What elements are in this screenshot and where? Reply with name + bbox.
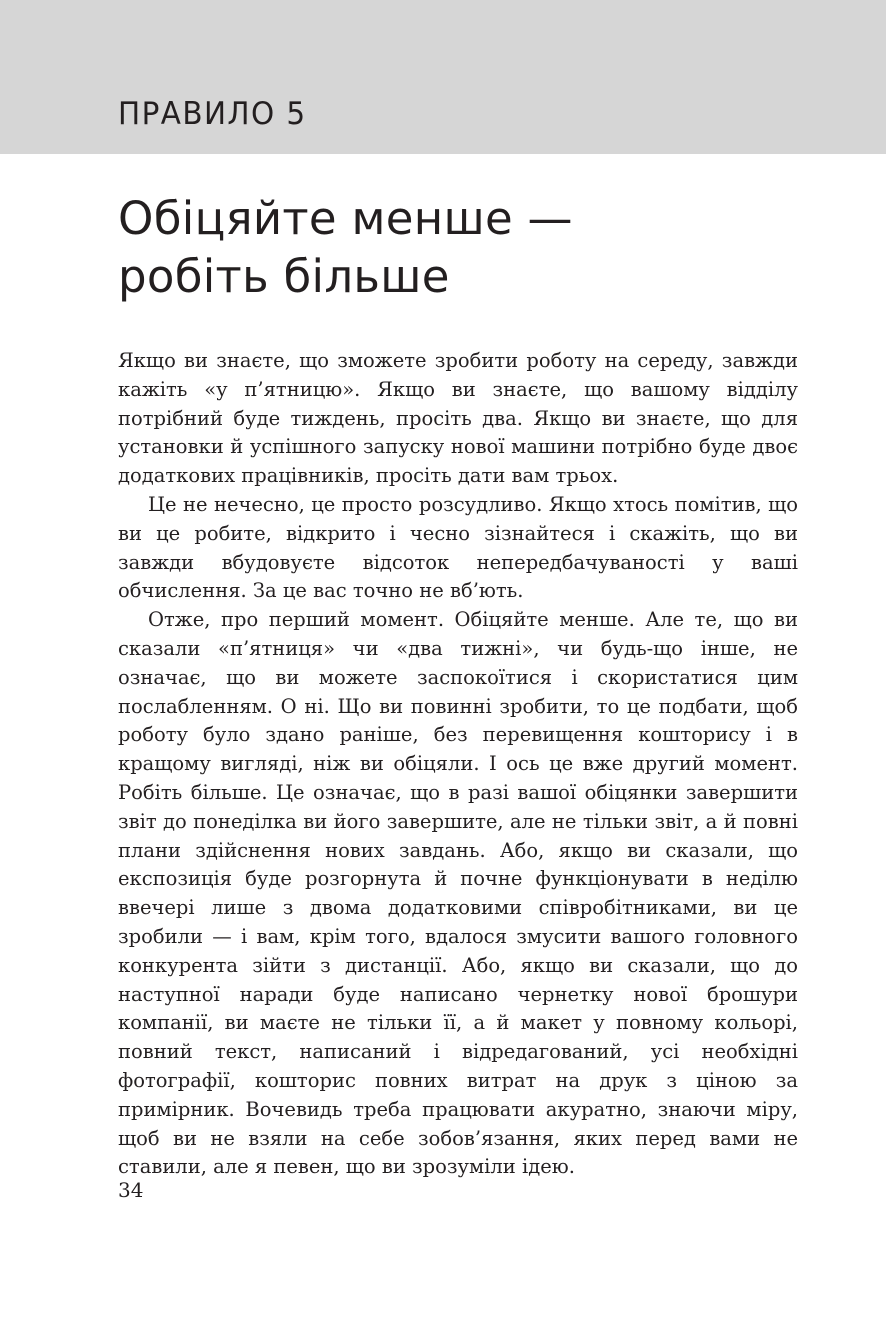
chapter-title-line-1: Обіцяйте менше — <box>118 192 573 245</box>
chapter-title <box>118 190 798 306</box>
paragraph-2: Це не нечесно, це просто розсудливо. Якщо хтось помітив, що ви це робите, відкрито і чесно зізнайтеся і скажіть, що ви завжди вбудовуєте відсоток непередбачуваності у ваші обчислення. За це вас точно не вб’ють. <box>118 492 798 603</box>
paragraph-3: Отже, про перший момент. Обіцяйте менше. Але те, що ви сказали «п’ятниця» чи «два тижні», чи будь-що інше, не означає, що ви можете заспокоїтися і скористатися цим послабленням. О ні. Що ви повинні зробити, то це подбати, щоб роботу було здано раніше, без перевищення кошторису і в кращому вигляді, ніж ви обіцяли. І ось це вже другий момент. Робіть більше. Це означає, що в разі вашої обіцянки завершити звіт до понеділка ви його завершите, але не тільки звіт, а й повні плани здійснення нових завдань. Або, якщо ви сказали, що експозиція буде розгорнута й почне функціонувати в неділю ввечері лише з двома додатковими співробітниками, ви це зробили — і вам, крім того, вдалося змусити вашого головного конкурента зійти з дистанції. Або, якщо ви сказали, що до наступної наради буде написано чернетку нової брошури компанії, ви маєте не тільки її, а й макет у повному кольорі, повний текст, написаний і відредагований, усі необхідні фотографії, кошторис повних витрат на друк з ціною за примірник. Вочевидь треба працювати акуратно, знаючи міру, щоб ви не взяли на себе зобов’язання, яких перед вами не ставили, але я певен, що ви зрозуміли ідею. <box>118 608 798 1179</box>
chapter-title-line-2: робіть більше <box>118 250 450 303</box>
paragraph-1: Якщо ви знаєте, що зможете зробити роботу на середу, завжди кажіть «у п’ятницю». Якщо ви знаєте, що вашому відділу потрібний буде тиждень, просіть два. Якщо ви знаєте, що для установки й успішного запуску нової машини потрібно буде двоє додаткових працівників, просіть дати вам трьох. <box>118 349 798 488</box>
chapter-header-band <box>0 0 886 154</box>
body-text <box>118 347 798 1182</box>
rule-label: ПРАВИЛО 5 <box>118 96 307 132</box>
page-number: 34 <box>118 1178 144 1202</box>
